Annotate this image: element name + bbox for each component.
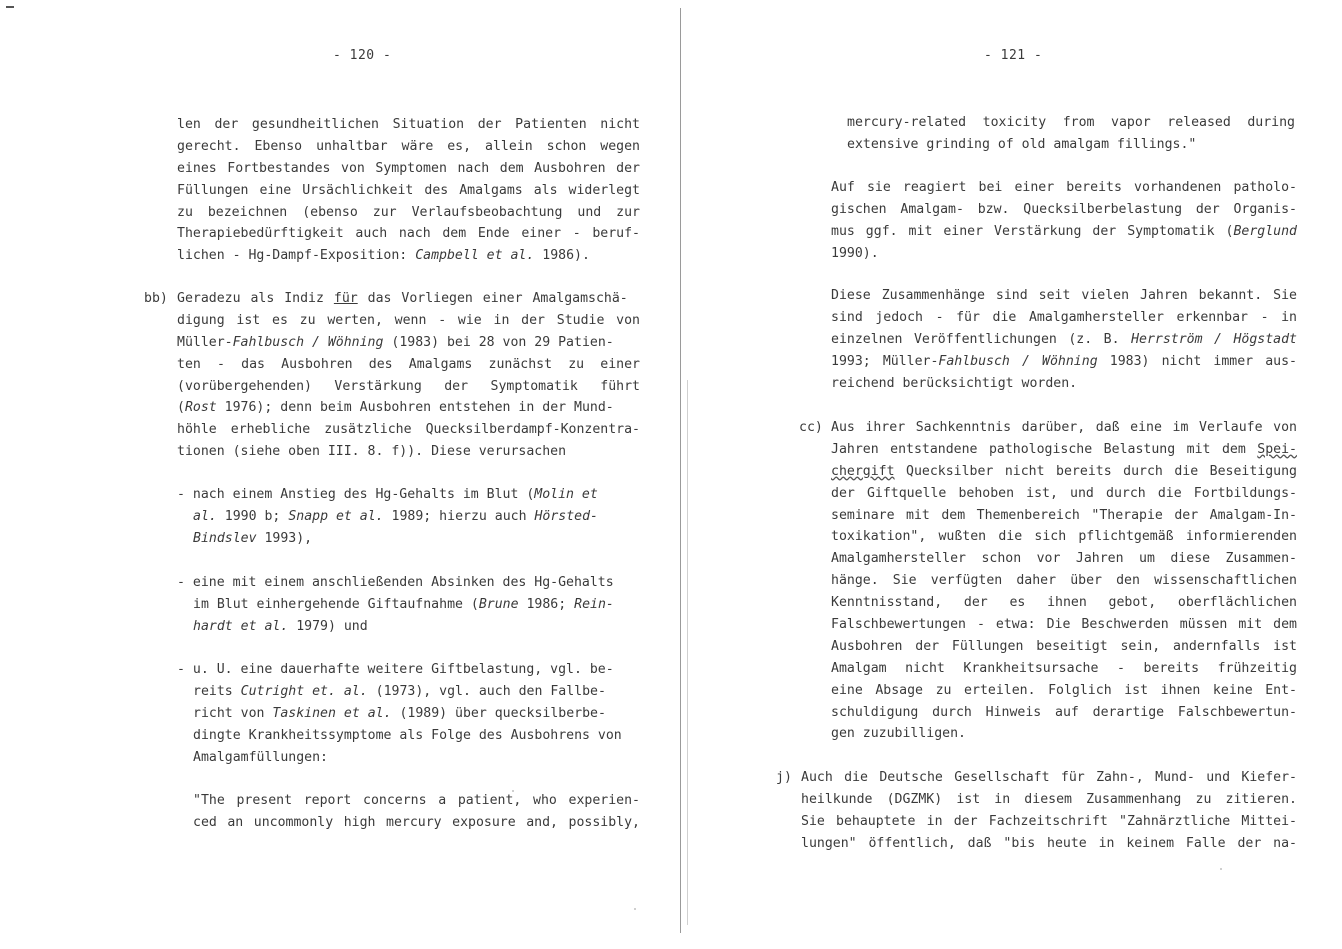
citation: hardt et al. [193,618,289,634]
text-segment: richt von [193,705,265,721]
citation: al. [193,508,217,524]
paragraph-cc [831,417,1297,745]
text-line: "The present report concerns a patient, who experien- [193,793,640,808]
text-line: Amalgamhersteller schon vor Jahren um diese Zusammen- [831,551,1297,567]
paragraph [831,285,1297,394]
text-line [177,594,640,616]
text-line [831,329,1297,351]
citation: Brune [478,596,519,612]
text-line: sind jedoch - für die Amalgamhersteller erkennbar - in [831,309,1297,325]
text-line [177,506,640,528]
citation: Campbell et al. [415,248,535,264]
text-segment: 1993; Müller- [831,353,939,369]
text-line [177,616,640,638]
text-line: Füllungen eine Ursächlichkeit des Amalgams als widerlegt [177,182,640,198]
text-segment: 1976); denn beim Ausbohren entstehen in der Mund- [224,400,614,416]
text-line [831,221,1297,243]
text-segment: lichen - Hg-Dampf-Exposition: [177,248,408,264]
text-segment: 1983) nicht immer aus- [1109,353,1297,369]
handwritten-mark: chergift [831,463,895,479]
text-segment: mus ggf. mit einer Verstärkung der Symptomatik ( [831,223,1234,239]
text-line: Therapiebedürftigkeit auch nach dem Ende einer - beruf- [177,226,640,242]
citation: Snapp et al. [288,508,384,524]
text-segment: Quecksilber nicht bereits durch die Beseitigung [906,463,1297,479]
list-item [177,484,640,550]
quotation [847,112,1295,156]
text-segment: 1989; hierzu auch [391,508,527,524]
list-item [177,572,640,638]
text-line [177,332,640,354]
text-line: hänge. Sie verfügten daher über den wissenschaftlichen [831,573,1297,589]
text-line: Aus ihrer Sachkenntnis darüber, daß eine im Verlaufe von [831,420,1297,435]
text-line [177,245,640,267]
text-segment: 1979) und [296,618,368,634]
citation: Bindslev [193,530,257,546]
text-line: heilkunde (DGZMK) ist in diesem Zusammenhang zu zitieren. [801,791,1297,807]
text-line: Ausbohren der Füllungen beseitigt sein, andernfalls ist [831,638,1297,654]
text-line: mercury-related toxicity from vapor released during [847,115,1295,130]
text-line: seminare mit dem Themenbereich "Therapie der Amalgam-In- [831,507,1297,523]
text-segment: (1983) bei 28 von 29 Patien- [391,334,614,350]
text-line: - eine mit einem anschließenden Absinken des Hg-Gehalts [177,575,614,590]
paragraph-j [801,767,1297,855]
citation: Berglund [1233,223,1297,239]
text-line: Diese Zusammenhänge sind seit vielen Jahren bekannt. Sie [831,288,1297,303]
citation: Rost [184,400,217,416]
citation: Cutright et. al. [240,683,368,699]
text-line: len der gesundheitlichen Situation der Patienten nicht [177,117,640,132]
text-line: gischen Amalgam- bzw. Quecksilberbelastung der Organis- [831,201,1297,217]
list-label-cc: cc) [799,420,823,435]
underlined-word: für [333,291,358,306]
text-line: Amalgam nicht Krankheitsursache - bereits frühzeitig [831,660,1297,676]
page-gutter-shadow [687,380,688,925]
text-line: (vorübergehenden) Verstärkung der Symptomatik führt [177,378,640,394]
text-line: höhle erhebliche zusätzliche Quecksilberdampf-Konzentra- [177,422,640,438]
paragraph-intro [177,114,640,267]
scan-speck [634,908,636,910]
text-line: reichend berücksichtigt worden. [831,375,1078,391]
text-line: extensive grinding of old amalgam fillings." [847,136,1197,152]
citation: Hörsted- [534,508,599,524]
citation: Herrström / Högstadt [1131,331,1297,347]
text-line [177,397,640,419]
text-line [831,461,1297,483]
text-line: eines Fortbestandes von Symptomen nach dem Ausbohren der [177,160,640,176]
citation: Fahlbusch / Wöhning [232,334,384,350]
page-number: - 121 - [984,48,1043,63]
text-segment: (1989) über quecksilberbe- [399,705,606,721]
page-number: - 120 - [333,48,392,63]
handwritten-mark: Spei- [1257,441,1297,457]
citation: Taskinen et al. [272,705,392,721]
text-segment: 1986). [542,248,590,264]
text-line [177,681,640,703]
text-line [177,703,640,725]
text-line: Amalgamfüllungen: [193,749,328,765]
text-line: toxikation", wußten die sich pflichtgemäß informierenden [831,529,1297,545]
text-segment: ( [177,400,185,416]
text-line: dingte Krankheitssymptome als Folge des Ausbohrens von [193,727,622,743]
text-segment: - nach einem Anstieg des Hg-Gehalts im Blut ( [177,487,535,502]
text-segment: einzelnen Veröffentlichungen (z. B. [831,331,1120,347]
text-line: schuldigung durch Hinweis auf derartige Falschbewertun- [831,704,1297,720]
citation: Fahlbusch / Wöhning [938,353,1098,369]
text-line: Auf sie reagiert bei einer bereits vorhandenen patholo- [831,180,1297,195]
paragraph [831,177,1297,265]
text-line: ten - das Ausbohren des Amalgams zunächst zu einer [177,356,640,372]
text-line: 1990). [831,245,879,261]
text-line: lungen" öffentlich, daß "bis heute in keinem Falle der na- [801,835,1297,851]
text-line: gerecht. Ebenso unhaltbar wäre es, allein schon wegen [177,138,640,154]
citation: Rein- [574,596,614,612]
text-line: eine Absage zu erteilen. Folglich ist ihnen keine Ent- [831,682,1297,698]
text-line [831,439,1297,461]
text-line: Sie behauptete in der Fachzeitschrift "Zahnärztliche Mittei- [801,813,1297,829]
text-segment: das Vorliegen einer Amalgamschä- [367,291,628,306]
text-line [831,351,1297,373]
paragraph-bb [177,288,640,463]
text-line: der Giftquelle behoben ist, und durch die Fortbildungs- [831,485,1297,501]
text-line [177,528,640,550]
text-segment: im Blut einhergehende Giftaufnahme ( [193,596,479,612]
text-line: Falschbewertungen - etwa: Die Beschwerden müssen mit dem [831,617,1297,633]
text-segment: 1986; [526,596,567,612]
text-line: - u. U. eine dauerhafte weitere Giftbelastung, vgl. be- [177,662,614,677]
text-line: gen zuzubilligen. [831,726,966,742]
text-segment: Geradezu als Indiz [177,291,324,306]
text-line: tionen (siehe oben III. 8. f)). Diese verursachen [177,444,567,460]
text-line: ced an uncommonly high mercury exposure and, possibly, [193,814,640,830]
scan-mark [6,6,14,8]
scan-speck [1220,868,1222,870]
list-label-bb: bb) [144,291,168,306]
text-line: Auch die Deutsche Gesellschaft für Zahn-, Mund- und Kiefer- [801,770,1297,785]
text-segment: Müller- [177,334,233,350]
list-label-j: j) [776,770,792,785]
citation: Molin et [534,487,598,502]
text-segment: Jahren entstandene pathologische Belastung mit dem [831,441,1246,457]
text-line [177,288,640,310]
text-line [177,484,640,506]
text-line: zu bezeichnen (ebenso zur Verlaufsbeobachtung und zur [177,204,640,220]
text-segment: reits [193,683,233,699]
text-segment: 1993), [264,530,313,546]
text-line: digung ist es zu werten, wenn - wie in der Studie von [177,312,640,328]
page-gutter [680,8,681,933]
text-segment: (1973), vgl. auch den Fallbe- [375,683,606,699]
text-line: Kenntnisstand, der es ihnen gebot, oberflächlichen [831,595,1297,611]
text-segment: 1990 b; [224,508,281,524]
quotation [193,790,640,834]
list-item [177,659,640,768]
